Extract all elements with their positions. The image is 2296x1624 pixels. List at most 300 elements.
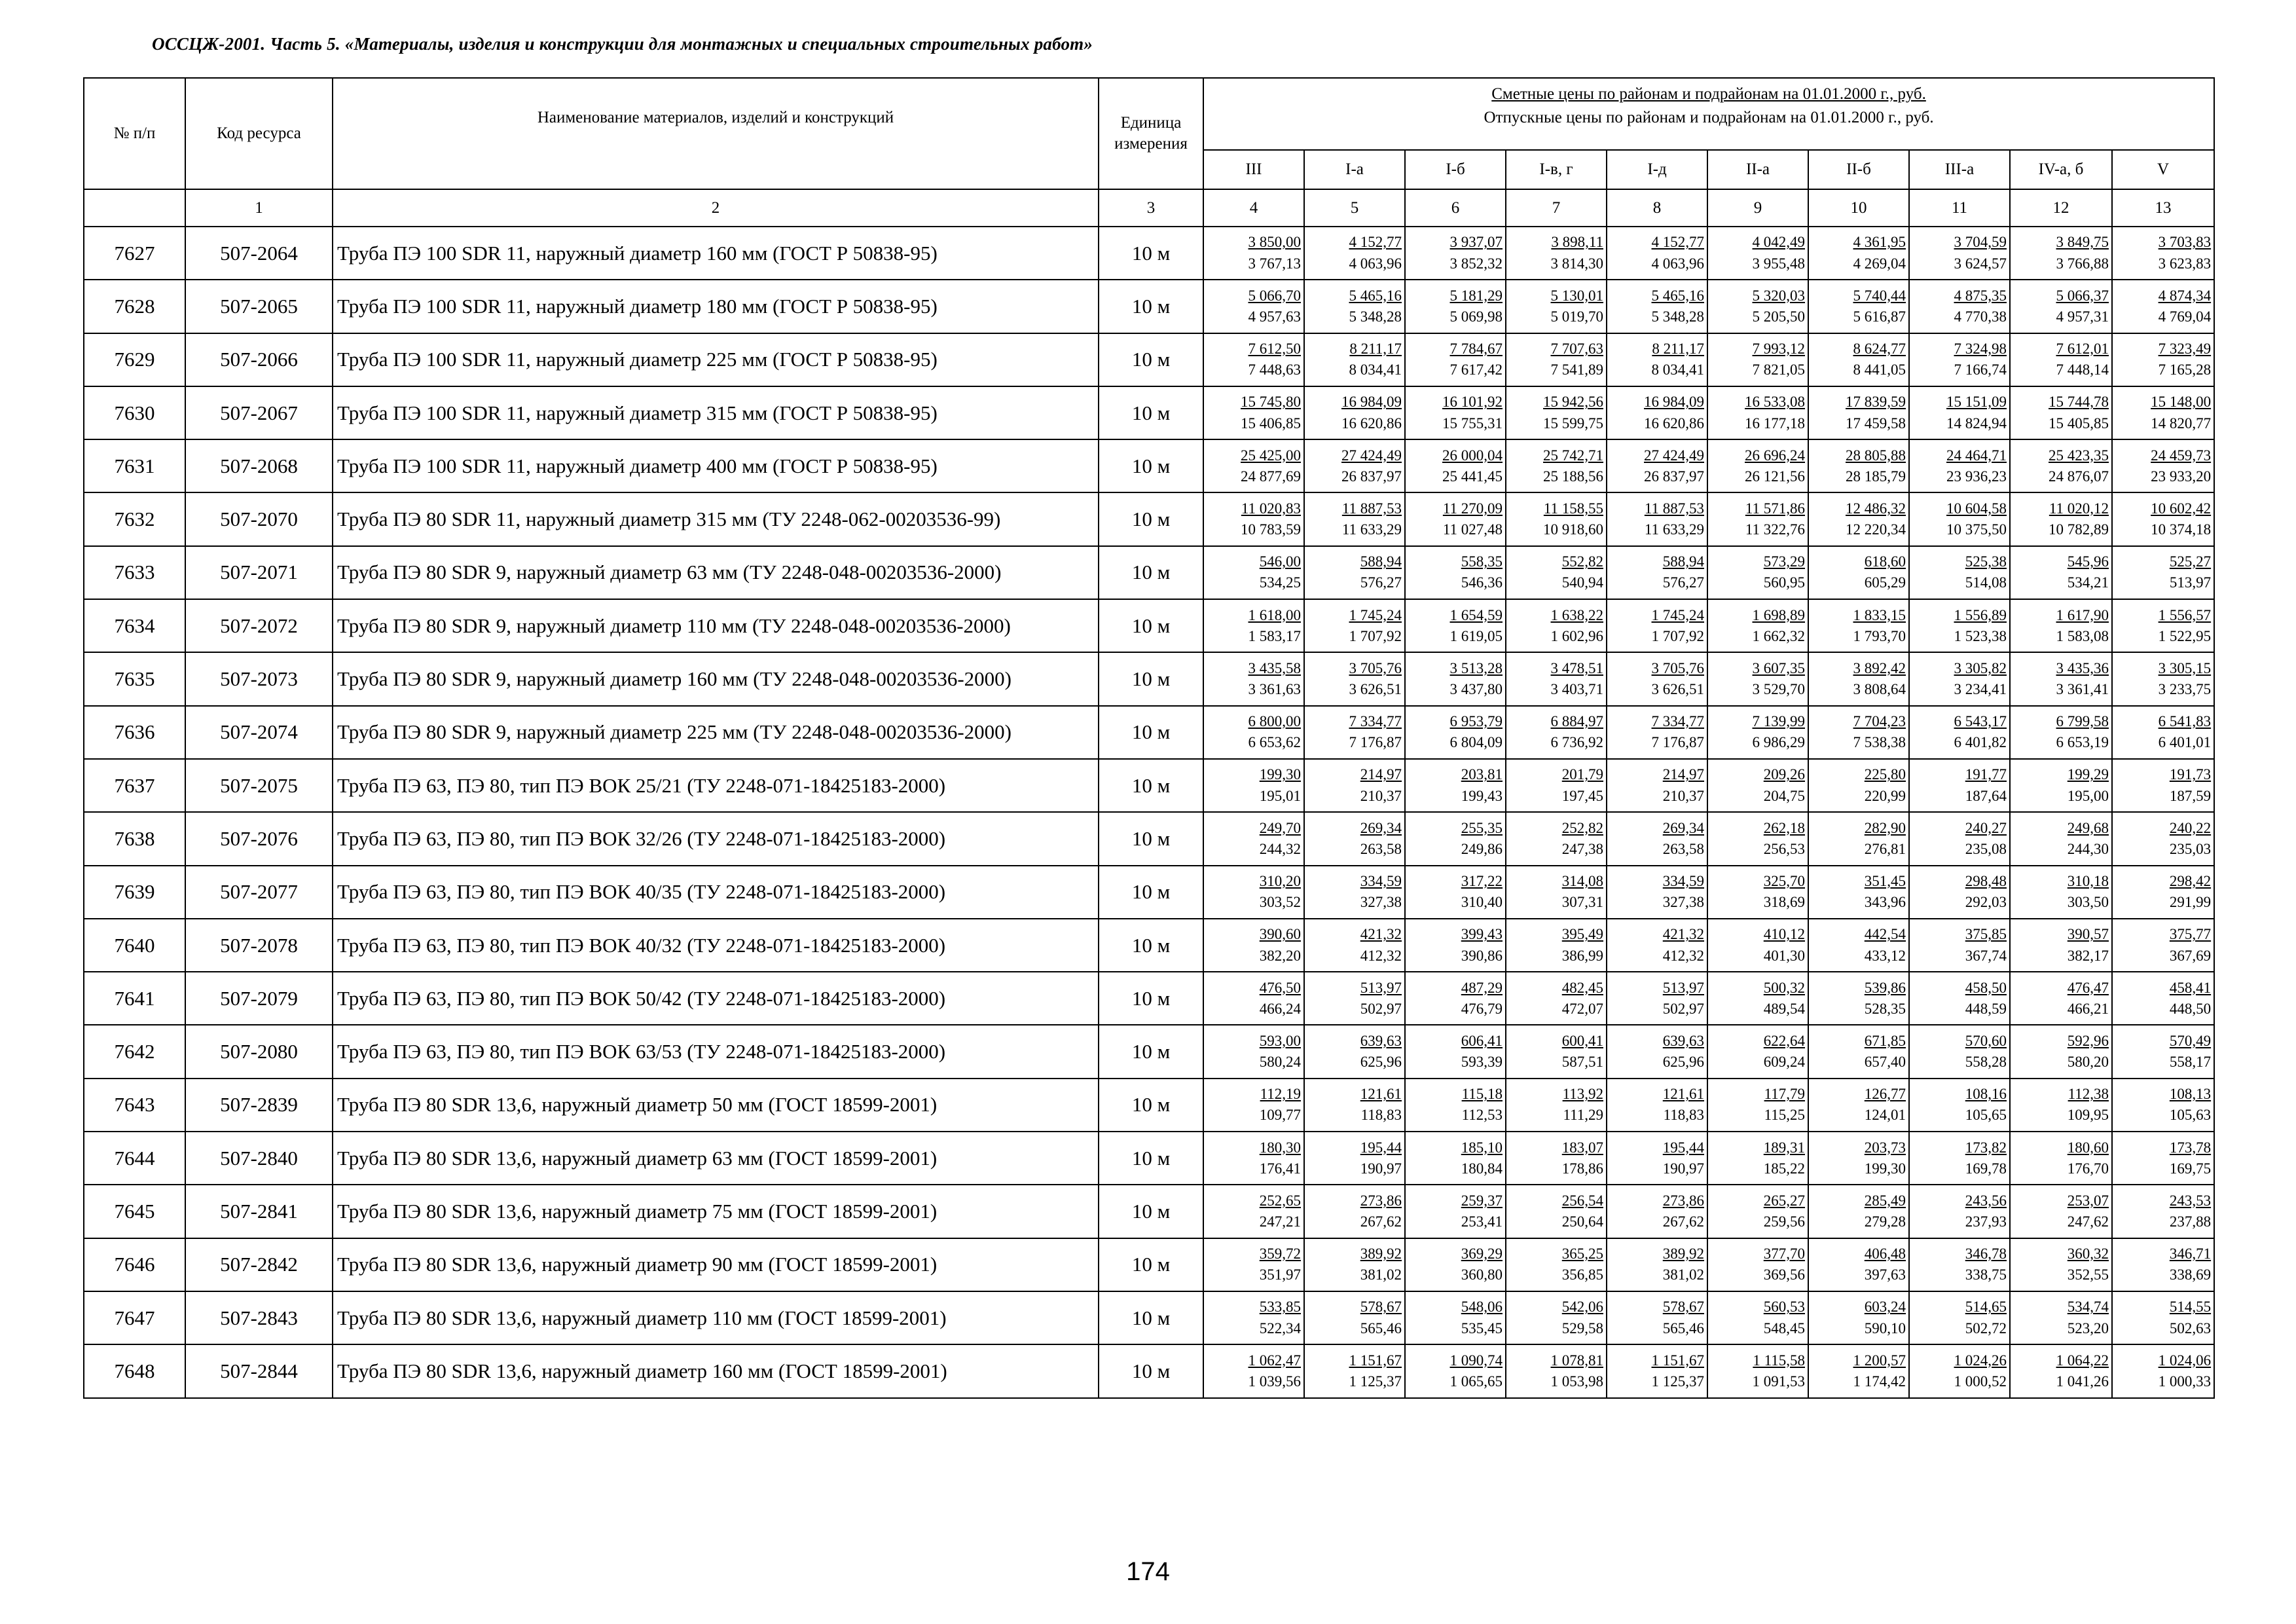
estimated-price: 5 320,03: [1752, 287, 1805, 304]
release-price: 105,63: [2169, 1107, 2212, 1124]
release-price: 397,63: [1864, 1266, 1906, 1283]
price-cell: [1909, 439, 2010, 492]
table-row: [84, 1344, 2214, 1397]
resource-code: 507-2839: [185, 1079, 333, 1132]
estimated-price: 112,19: [1260, 1086, 1301, 1103]
release-price: 4 063,96: [1349, 255, 1402, 272]
price-cell: [1808, 1079, 1909, 1132]
estimated-price: 126,77: [1864, 1086, 1906, 1103]
estimated-price: 1 200,57: [1853, 1352, 1906, 1369]
price-cell: [1203, 866, 1304, 919]
release-price: 10 375,50: [1946, 521, 2007, 538]
price-cell: [1405, 1238, 1506, 1291]
release-price: 318,69: [1763, 894, 1805, 911]
price-cell: [1808, 812, 1909, 865]
release-price: 24 876,07: [2049, 468, 2109, 485]
estimated-price: 5 066,70: [1248, 287, 1301, 304]
estimated-price: 15 148,00: [2151, 394, 2212, 411]
unit-of-measure: 10 м: [1099, 1291, 1203, 1344]
resource-code: 507-2065: [185, 280, 333, 333]
estimated-price: 545,96: [2067, 553, 2109, 570]
estimated-price: 600,41: [1561, 1032, 1603, 1049]
unit-of-measure: 10 м: [1099, 599, 1203, 652]
release-price: 522,34: [1259, 1320, 1301, 1337]
material-name: Труба ПЭ 80 SDR 13,6, наружный диаметр 90 мм (ГОСТ 18599-2001): [333, 1238, 1099, 1291]
estimated-price: 256,54: [1561, 1192, 1603, 1209]
price-cell: [1607, 492, 1707, 545]
row-number: 7647: [84, 1291, 185, 1344]
release-price: 292,03: [1965, 894, 2007, 911]
price-cell: [1808, 972, 1909, 1025]
resource-code: 507-2064: [185, 227, 333, 280]
estimated-price: 285,49: [1864, 1192, 1906, 1209]
price-cell: [2112, 386, 2214, 439]
release-price: 267,62: [1360, 1213, 1402, 1230]
release-price: 534,21: [2067, 574, 2109, 591]
estimated-price: 525,38: [1965, 553, 2007, 570]
price-cell: [1506, 333, 1607, 386]
estimated-price: 1 151,67: [1651, 1352, 1704, 1369]
resource-code: 507-2080: [185, 1025, 333, 1078]
price-cell: [1707, 1291, 1808, 1344]
release-price: 327,38: [1662, 894, 1704, 911]
release-price: 8 034,41: [1651, 361, 1704, 378]
table-row: [84, 1132, 2214, 1185]
material-name: Труба ПЭ 100 SDR 11, наружный диаметр 225 мм (ГОСТ Р 50838-95): [333, 333, 1099, 386]
table-row: [84, 333, 2214, 386]
price-cell: [1304, 652, 1405, 705]
price-cell: [2112, 759, 2214, 812]
price-cell: [1607, 280, 1707, 333]
estimated-price: 6 884,97: [1550, 713, 1603, 730]
region-header: II-а: [1707, 150, 1808, 189]
estimated-price: 249,68: [2067, 819, 2109, 836]
price-cell: [1909, 1344, 2010, 1397]
price-cell: [1506, 386, 1607, 439]
estimated-price: 298,48: [1965, 873, 2007, 890]
price-cell: [2112, 1344, 2214, 1397]
price-cell: [2010, 227, 2112, 280]
release-price: 448,50: [2169, 1000, 2212, 1017]
price-cell: [1707, 652, 1808, 705]
estimated-price: 3 435,36: [2056, 659, 2109, 676]
estimated-price: 3 850,00: [1248, 234, 1301, 251]
release-price: 609,24: [1763, 1054, 1805, 1071]
price-cell: [1203, 492, 1304, 545]
estimated-price: 183,07: [1561, 1139, 1603, 1156]
release-price: 10 374,18: [2151, 521, 2212, 538]
price-cell: [1909, 706, 2010, 759]
estimated-price: 112,38: [2068, 1086, 2109, 1103]
material-name: Труба ПЭ 63, ПЭ 80, тип ПЭ ВОК 25/21 (ТУ 2248-071-18425183-2000): [333, 759, 1099, 812]
release-price: 540,94: [1561, 574, 1603, 591]
column-number: 11: [1909, 189, 2010, 227]
release-price: 367,74: [1965, 947, 2007, 964]
release-price: 3 808,64: [1853, 681, 1906, 698]
estimated-price: 10 602,42: [2151, 500, 2212, 517]
estimated-price: 113,92: [1562, 1086, 1603, 1103]
estimated-price: 269,34: [1662, 819, 1704, 836]
price-cell: [1707, 1344, 1808, 1397]
price-cell: [1707, 546, 1808, 599]
estimated-price: 3 937,07: [1449, 234, 1503, 251]
estimated-price: 570,49: [2169, 1032, 2212, 1049]
estimated-price: 7 334,77: [1349, 713, 1402, 730]
price-cell: [1405, 866, 1506, 919]
price-cell: [1405, 812, 1506, 865]
col-header-np: № п/п: [84, 78, 185, 189]
price-cell: [1909, 972, 2010, 1025]
price-cell: [2010, 492, 2112, 545]
price-cell: [1506, 972, 1607, 1025]
row-number: 7632: [84, 492, 185, 545]
estimated-price: 1 654,59: [1449, 606, 1503, 623]
estimated-price: 4 152,77: [1349, 234, 1402, 251]
release-price: 1 000,52: [1954, 1373, 2007, 1390]
estimated-price: 578,67: [1662, 1299, 1704, 1316]
estimated-price: 410,12: [1763, 926, 1805, 943]
price-cell: [1405, 1185, 1506, 1238]
release-price: 6 653,62: [1248, 734, 1301, 751]
price-cell: [1304, 706, 1405, 759]
row-number: 7627: [84, 227, 185, 280]
estimated-price: 8 211,17: [1652, 341, 1704, 358]
price-cell: [2010, 652, 2112, 705]
estimated-price: 639,63: [1360, 1032, 1402, 1049]
release-price: 1 619,05: [1449, 627, 1503, 644]
release-price: 546,36: [1461, 574, 1503, 591]
estimated-price: 7 707,63: [1550, 341, 1603, 358]
price-cell: [1506, 280, 1607, 333]
price-cell: [1607, 599, 1707, 652]
estimated-price: 117,79: [1764, 1086, 1805, 1103]
price-cell: [2112, 439, 2214, 492]
price-cell: [1607, 1238, 1707, 1291]
release-price: 124,01: [1864, 1107, 1906, 1124]
estimated-price: 11 887,53: [1341, 500, 1402, 517]
price-cell: [1909, 599, 2010, 652]
estimated-price: 377,70: [1763, 1246, 1805, 1263]
row-number: 7631: [84, 439, 185, 492]
column-number: 10: [1808, 189, 1909, 227]
price-cell: [2112, 1132, 2214, 1185]
resource-code: 507-2077: [185, 866, 333, 919]
release-price: 190,97: [1360, 1160, 1402, 1177]
price-cell: [1304, 866, 1405, 919]
estimated-price: 351,45: [1864, 873, 1906, 890]
price-cell: [1909, 1291, 2010, 1344]
estimated-price: 618,60: [1864, 553, 1906, 570]
estimated-price: 1 115,58: [1753, 1352, 1805, 1369]
estimated-price: 8 211,17: [1349, 341, 1402, 358]
estimated-price: 514,55: [2169, 1299, 2212, 1316]
estimated-price: 359,72: [1259, 1246, 1301, 1263]
estimated-price: 500,32: [1763, 979, 1805, 996]
release-price: 605,29: [1864, 574, 1906, 591]
release-price: 360,80: [1461, 1266, 1503, 1283]
column-number: 3: [1099, 189, 1203, 227]
price-cell: [1405, 1344, 1506, 1397]
release-price: 15 405,85: [2049, 415, 2109, 432]
release-price: 4 269,04: [1853, 255, 1906, 272]
release-price: 381,02: [1360, 1266, 1402, 1283]
estimated-price: 3 892,42: [1853, 659, 1906, 676]
price-cell: [2010, 706, 2112, 759]
release-price: 16 620,86: [1644, 415, 1704, 432]
estimated-price: 240,27: [1965, 819, 2007, 836]
price-cell: [1304, 1079, 1405, 1132]
unit-of-measure: 10 м: [1099, 972, 1203, 1025]
price-cell: [1304, 972, 1405, 1025]
release-price: 263,58: [1662, 840, 1704, 857]
estimated-price: 4 152,77: [1651, 234, 1704, 251]
price-cell: [1203, 333, 1304, 386]
price-cell: [1808, 1238, 1909, 1291]
price-cell: [1909, 386, 2010, 439]
unit-of-measure: 10 м: [1099, 706, 1203, 759]
price-cell: [1707, 972, 1808, 1025]
price-cell: [1405, 546, 1506, 599]
price-cell: [1607, 652, 1707, 705]
estimated-price: 476,50: [1259, 979, 1301, 996]
release-price: 7 176,87: [1349, 734, 1402, 751]
row-number: 7637: [84, 759, 185, 812]
row-number: 7629: [84, 333, 185, 386]
price-cell: [1707, 227, 1808, 280]
price-cell: [1707, 1079, 1808, 1132]
price-cell: [1506, 599, 1607, 652]
material-name: Труба ПЭ 100 SDR 11, наружный диаметр 400 мм (ГОСТ Р 50838-95): [333, 439, 1099, 492]
estimated-price: 375,77: [2169, 926, 2212, 943]
resource-code: 507-2076: [185, 812, 333, 865]
region-header: III-а: [1909, 150, 2010, 189]
release-price: 263,58: [1360, 840, 1402, 857]
material-name: Труба ПЭ 100 SDR 11, наружный диаметр 180 мм (ГОСТ Р 50838-95): [333, 280, 1099, 333]
price-cell: [2010, 759, 2112, 812]
release-price: 10 782,89: [2049, 521, 2109, 538]
release-price: 180,84: [1461, 1160, 1503, 1177]
estimated-price: 209,26: [1763, 766, 1805, 783]
price-cell: [1203, 1132, 1304, 1185]
price-cell: [1506, 1025, 1607, 1078]
price-cell: [1607, 972, 1707, 1025]
release-price: 237,88: [2169, 1213, 2212, 1230]
price-cell: [1909, 492, 2010, 545]
price-cell: [1808, 866, 1909, 919]
release-price: 25 188,56: [1543, 468, 1603, 485]
estimated-price: 7 704,23: [1853, 713, 1906, 730]
estimated-price: 180,60: [2067, 1139, 2109, 1156]
unit-of-measure: 10 м: [1099, 1185, 1203, 1238]
column-number: 6: [1405, 189, 1506, 227]
price-cell: [1203, 1344, 1304, 1397]
price-cell: [1506, 652, 1607, 705]
release-price: 528,35: [1864, 1000, 1906, 1017]
price-cell: [1304, 386, 1405, 439]
estimated-price: 121,61: [1662, 1086, 1704, 1103]
release-price: 118,83: [1360, 1107, 1402, 1124]
price-cell: [1909, 227, 2010, 280]
resource-code: 507-2079: [185, 972, 333, 1025]
estimated-price: 539,86: [1864, 979, 1906, 996]
release-price: 195,01: [1259, 787, 1301, 804]
release-price: 576,27: [1360, 574, 1402, 591]
release-price: 565,46: [1360, 1320, 1402, 1337]
estimated-price: 189,31: [1763, 1139, 1805, 1156]
price-cell: [2010, 1291, 2112, 1344]
resource-code: 507-2841: [185, 1185, 333, 1238]
estimated-price: 390,57: [2067, 926, 2109, 943]
release-price: 16 177,18: [1745, 415, 1805, 432]
unit-of-measure: 10 м: [1099, 333, 1203, 386]
estimated-price: 7 139,99: [1752, 713, 1805, 730]
price-cell: [2010, 386, 2112, 439]
row-number: 7644: [84, 1132, 185, 1185]
release-price: 12 220,34: [1846, 521, 1906, 538]
release-price: 6 986,29: [1752, 734, 1805, 751]
price-cell: [1405, 972, 1506, 1025]
release-price: 10 783,59: [1241, 521, 1301, 538]
price-cell: [1203, 706, 1304, 759]
release-price: 210,37: [1360, 787, 1402, 804]
release-price: 169,78: [1965, 1160, 2007, 1177]
release-price: 1 793,70: [1853, 627, 1906, 644]
estimated-price: 7 323,49: [2158, 341, 2212, 358]
column-number: 13: [2112, 189, 2214, 227]
price-cell: [2112, 706, 2214, 759]
estimated-price: 10 604,58: [1946, 500, 2007, 517]
table-row: [84, 1185, 2214, 1238]
price-cell: [2112, 599, 2214, 652]
price-cell: [1607, 866, 1707, 919]
release-price: 15 406,85: [1241, 415, 1301, 432]
material-name: Труба ПЭ 80 SDR 13,6, наружный диаметр 63 мм (ГОСТ 18599-2001): [333, 1132, 1099, 1185]
material-name: Труба ПЭ 80 SDR 13,6, наружный диаметр 75 мм (ГОСТ 18599-2001): [333, 1185, 1099, 1238]
region-header: I-а: [1304, 150, 1405, 189]
price-cell: [1607, 227, 1707, 280]
estimated-price: 4 042,49: [1752, 234, 1805, 251]
release-price: 565,46: [1662, 1320, 1704, 1337]
estimated-price: 4 361,95: [1853, 234, 1906, 251]
estimated-price: 548,06: [1461, 1299, 1503, 1316]
unit-of-measure: 10 м: [1099, 1079, 1203, 1132]
price-cell: [1405, 1132, 1506, 1185]
release-price: 247,21: [1259, 1213, 1301, 1230]
release-price: 513,97: [2169, 574, 2212, 591]
estimated-price: 203,81: [1461, 766, 1503, 783]
row-number: 7639: [84, 866, 185, 919]
release-price: 256,53: [1763, 840, 1805, 857]
estimated-price: 399,43: [1461, 926, 1503, 943]
price-cell: [2112, 919, 2214, 972]
price-cell: [1909, 866, 2010, 919]
release-price: 401,30: [1763, 947, 1805, 964]
estimated-price: 1 833,15: [1853, 606, 1906, 623]
unit-of-measure: 10 м: [1099, 439, 1203, 492]
estimated-price: 542,06: [1561, 1299, 1603, 1316]
price-cell: [1808, 599, 1909, 652]
price-cell: [2112, 812, 2214, 865]
price-cell: [1707, 812, 1808, 865]
estimated-price: 310,18: [2067, 873, 2109, 890]
release-price: 26 121,56: [1745, 468, 1805, 485]
price-cell: [2010, 919, 2112, 972]
price-cell: [1707, 599, 1808, 652]
price-cell: [1506, 1238, 1607, 1291]
row-number: 7642: [84, 1025, 185, 1078]
release-price: 3 814,30: [1550, 255, 1603, 272]
unit-of-measure: 10 м: [1099, 1344, 1203, 1397]
release-price: 23 936,23: [1946, 468, 2007, 485]
price-cell: [1304, 812, 1405, 865]
material-name: Труба ПЭ 63, ПЭ 80, тип ПЭ ВОК 63/53 (ТУ 2248-071-18425183-2000): [333, 1025, 1099, 1078]
estimated-price: 1 064,22: [2056, 1352, 2109, 1369]
price-cell: [2010, 439, 2112, 492]
price-cell: [1909, 812, 2010, 865]
release-price: 307,31: [1561, 894, 1603, 911]
price-cell: [1607, 439, 1707, 492]
release-price: 3 767,13: [1248, 255, 1301, 272]
price-cell: [1707, 386, 1808, 439]
release-price: 109,77: [1259, 1107, 1301, 1124]
price-cell: [1203, 1185, 1304, 1238]
release-price: 502,97: [1662, 1000, 1704, 1017]
release-price: 3 623,83: [2158, 255, 2212, 272]
release-price: 1 091,53: [1752, 1373, 1805, 1390]
unit-of-measure: 10 м: [1099, 866, 1203, 919]
price-cell: [1808, 492, 1909, 545]
release-price: 8 034,41: [1349, 361, 1402, 378]
release-price: 7 538,38: [1853, 734, 1906, 751]
price-cell: [1909, 546, 2010, 599]
region-header: II-б: [1808, 150, 1909, 189]
estimated-price: 273,86: [1662, 1192, 1704, 1209]
estimated-price: 369,29: [1461, 1246, 1503, 1263]
price-cell: [1405, 919, 1506, 972]
estimated-price: 214,97: [1662, 766, 1704, 783]
table-row: [84, 706, 2214, 759]
price-cell: [1304, 599, 1405, 652]
release-price: 220,99: [1864, 787, 1906, 804]
release-price: 4 957,31: [2056, 308, 2109, 325]
resource-code: 507-2071: [185, 546, 333, 599]
release-price: 3 626,51: [1349, 681, 1402, 698]
material-name: Труба ПЭ 80 SDR 11, наружный диаметр 315 мм (ТУ 2248-062-00203536-99): [333, 492, 1099, 545]
price-cell: [2010, 1185, 2112, 1238]
release-price: 3 403,71: [1550, 681, 1603, 698]
estimated-price: 243,53: [2169, 1192, 2212, 1209]
release-price: 351,97: [1259, 1266, 1301, 1283]
release-price: 279,28: [1864, 1213, 1906, 1230]
price-cell: [2010, 812, 2112, 865]
price-cell: [1203, 599, 1304, 652]
release-price: 548,45: [1763, 1320, 1805, 1337]
price-cell: [2010, 1025, 2112, 1078]
price-cell: [1405, 280, 1506, 333]
estimated-price: 3 705,76: [1651, 659, 1704, 676]
release-price: 1 707,92: [1651, 627, 1704, 644]
release-price: 8 441,05: [1853, 361, 1906, 378]
release-price: 3 234,41: [1954, 681, 2007, 698]
price-cell: [1607, 759, 1707, 812]
table-row: [84, 652, 2214, 705]
price-cell: [1909, 1132, 2010, 1185]
estimated-price: 252,65: [1259, 1192, 1301, 1209]
estimated-price: 1 024,06: [2158, 1352, 2212, 1369]
region-header: I-б: [1405, 150, 1506, 189]
price-cell: [1607, 386, 1707, 439]
release-price: 5 069,98: [1449, 308, 1503, 325]
